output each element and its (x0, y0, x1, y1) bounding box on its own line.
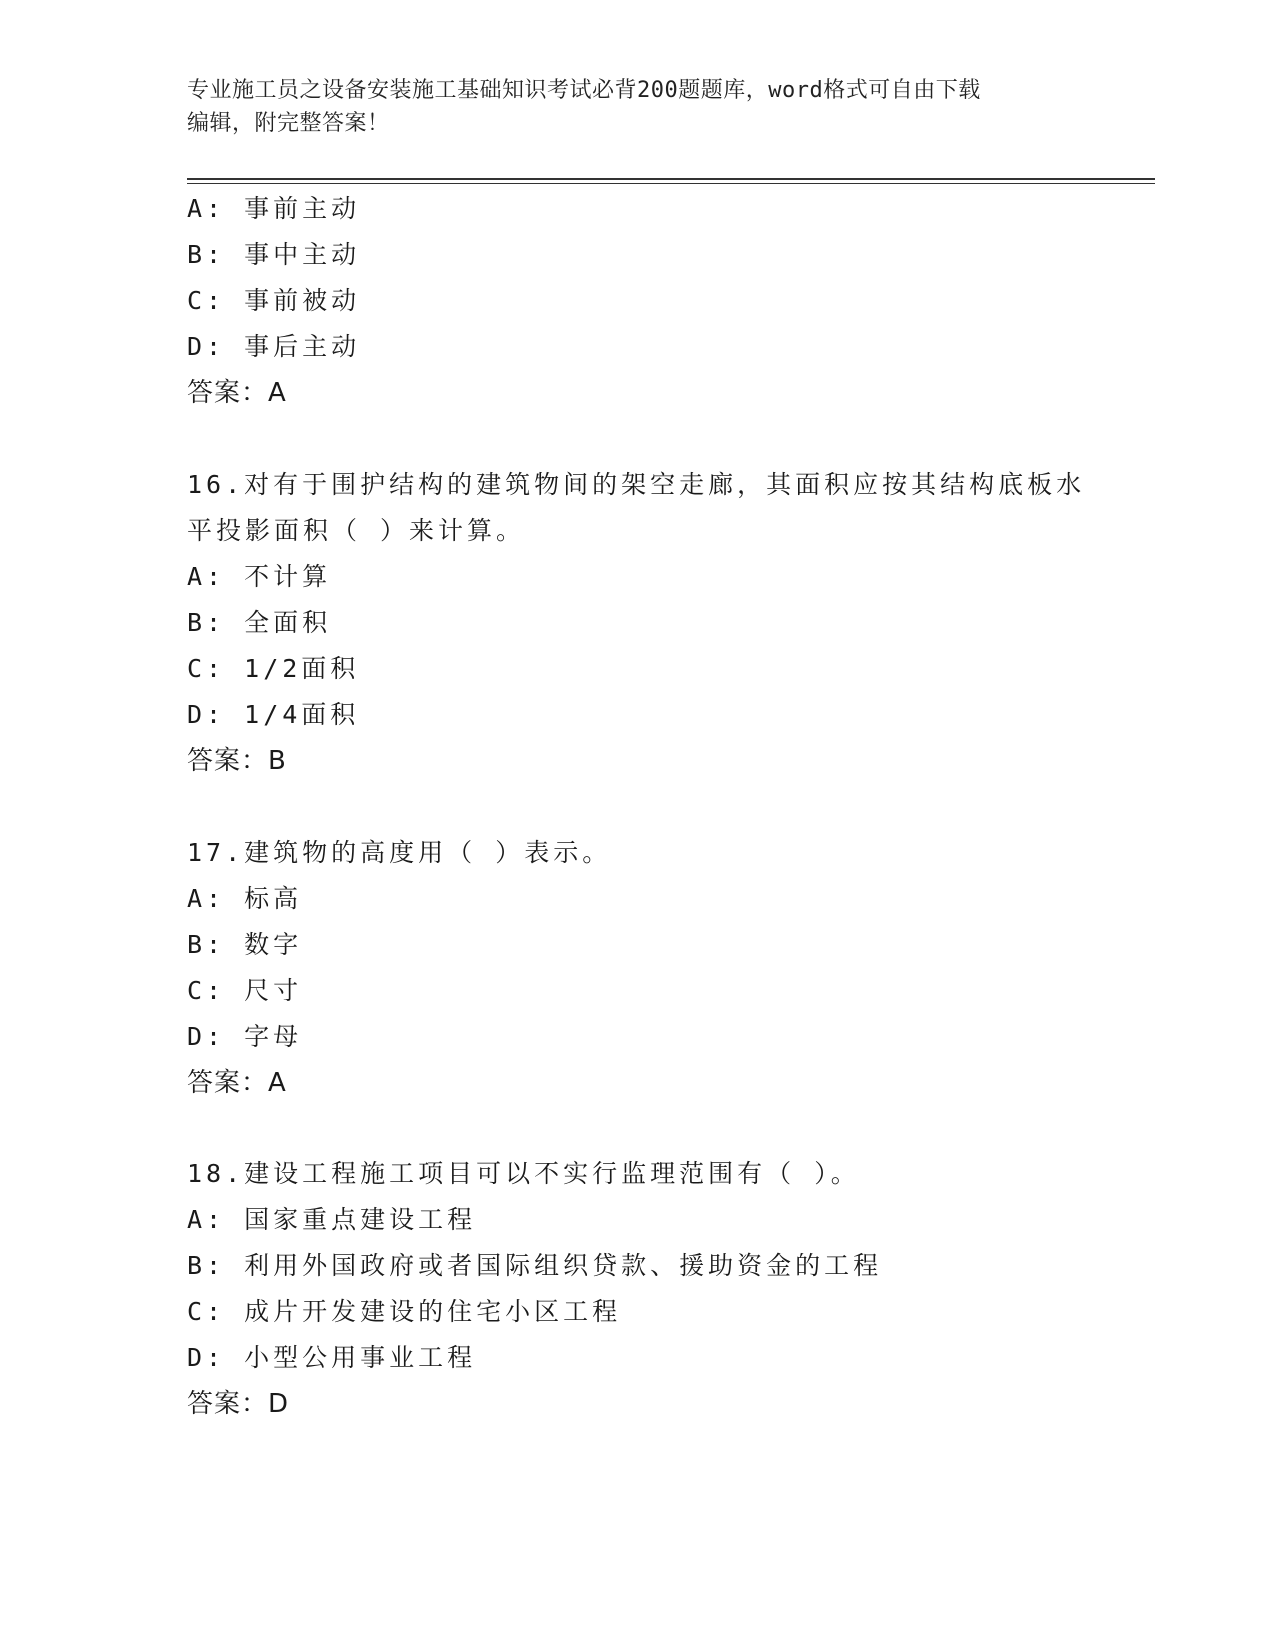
question-16 (187, 462, 1087, 784)
option-d: D: 事后主动 (187, 332, 361, 361)
header-line-2: 编辑，附完整答案！ (187, 111, 390, 136)
option-a: A: 标高 (187, 884, 303, 913)
header-line-1: 专业施工员之设备安装施工基础知识考试必背200题题库，word格式可自由下载 (187, 78, 981, 103)
option-a: A: 不计算 (187, 562, 332, 591)
question-stem-line-1: 16.对有于围护结构的建筑物间的架空走廊，其面积应按其结构底板水 (187, 470, 1086, 499)
option-c: C: 尺寸 (187, 976, 303, 1005)
option-b: B: 利用外国政府或者国际组织贷款、援助资金的工程 (187, 1251, 883, 1280)
question-18 (187, 1151, 1087, 1427)
question-stem-line-1: 18.建设工程施工项目可以不实行监理范围有（ ）。 (187, 1159, 860, 1188)
option-d: D: 1/4面积 (187, 700, 360, 729)
answer: 答案：A (187, 1068, 287, 1098)
option-b: B: 数字 (187, 930, 303, 959)
option-d: D: 小型公用事业工程 (187, 1343, 477, 1372)
option-d: D: 字母 (187, 1022, 303, 1051)
question-15-partial (187, 186, 1087, 416)
option-c: C: 事前被动 (187, 286, 361, 315)
option-b: B: 事中主动 (187, 240, 361, 269)
answer: 答案：D (187, 1389, 290, 1419)
option-c: C: 1/2面积 (187, 654, 360, 683)
option-b: B: 全面积 (187, 608, 332, 637)
answer: 答案：A (187, 378, 287, 408)
question-stem-line-1: 17.建筑物的高度用（ ）表示。 (187, 838, 612, 867)
header-divider (187, 178, 1155, 184)
option-a: A: 国家重点建设工程 (187, 1205, 477, 1234)
question-17 (187, 830, 1087, 1106)
option-c: C: 成片开发建设的住宅小区工程 (187, 1297, 622, 1326)
question-stem-line-2: 平投影面积（ ）来计算。 (187, 516, 526, 545)
answer: 答案：B (187, 746, 287, 776)
document-header (187, 74, 1067, 140)
option-a: A: 事前主动 (187, 194, 361, 223)
